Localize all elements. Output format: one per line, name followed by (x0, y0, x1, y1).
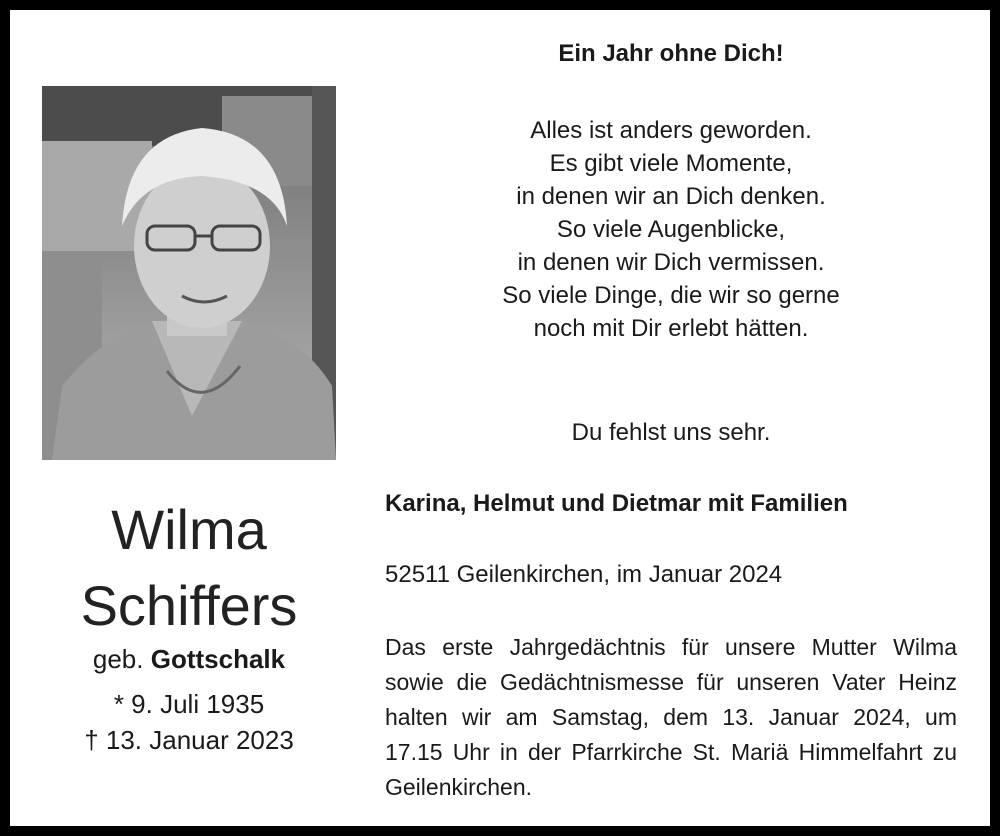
birth-date: * 9. Juli 1935 (113, 689, 265, 719)
maiden-name: Gottschalk (150, 644, 286, 674)
portrait-photo (42, 86, 336, 460)
last-name: Schiffers (80, 574, 298, 637)
family-signature: Karina, Helmut und Dietmar mit Familien (385, 490, 848, 517)
maiden-name-line (42, 644, 336, 675)
poem-line: So viele Dinge, die wir so gerne (502, 282, 840, 309)
place-date: 52511 Geilenkirchen, im Januar 2024 (385, 561, 783, 588)
death-date: † 13. Januar 2023 (84, 725, 294, 755)
poem-line: Es gibt viele Momente, (549, 150, 793, 177)
miss-line: Du fehlst uns sehr. (571, 419, 771, 446)
obituary-card (10, 10, 990, 826)
born-prefix: geb. (92, 644, 144, 674)
portrait-image (42, 86, 336, 460)
first-name: Wilma (111, 498, 267, 561)
announcement-text: Das erste Jahrgedächtnis für unsere Mutter Wilma sowie die Gedächtnismesse für unseren Vater Heinz halten wir am Samstag, dem 13. Januar 2024, um 17.15 Uhr in der Pfarrkirche St. Mariä Himmelfahrt zu Geilenkirchen. (385, 634, 957, 800)
poem-line: Alles ist anders geworden. (530, 117, 812, 144)
life-dates (42, 686, 336, 758)
headline: Ein Jahr ohne Dich! (558, 40, 784, 67)
poem-line: in denen wir an Dich denken. (516, 183, 826, 210)
poem (385, 114, 957, 345)
poem-line: So viele Augenblicke, (556, 216, 786, 243)
poem-line: noch mit Dir erlebt hätten. (533, 315, 809, 342)
poem-line: in denen wir Dich vermissen. (517, 249, 825, 276)
